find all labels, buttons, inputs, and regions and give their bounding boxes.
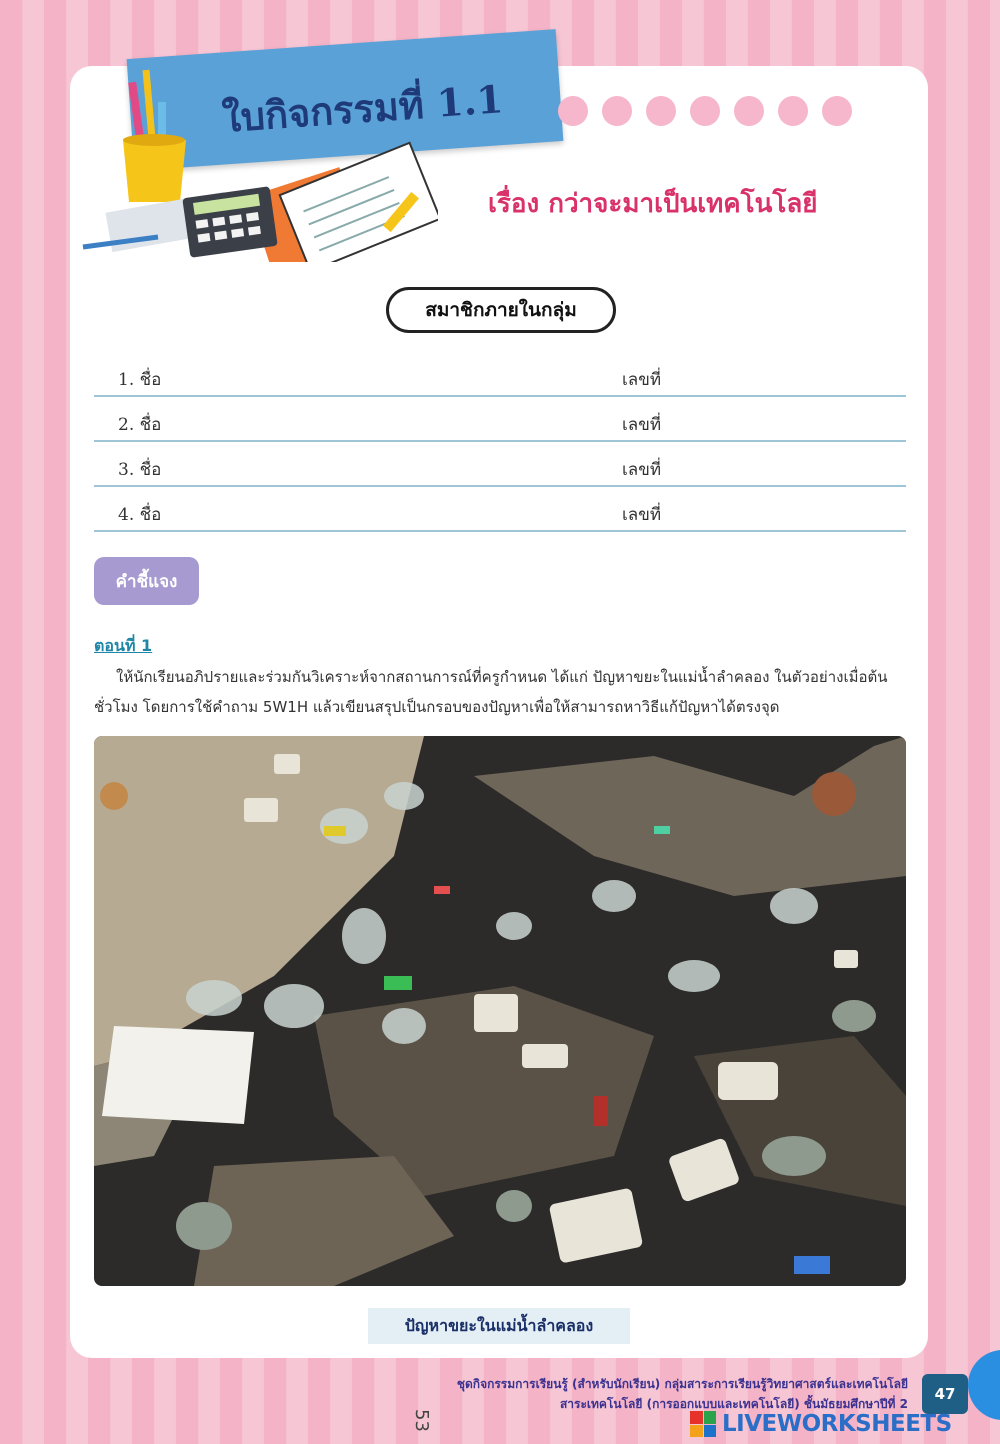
page-number: 47	[922, 1374, 968, 1414]
member-number-label: เลขที่	[622, 505, 662, 525]
worksheet-title: ใบกิจกรรมที่ 1.1	[220, 76, 505, 141]
member-number-label: เลขที่	[622, 370, 662, 390]
member-name-label: 4. ชื่อ	[118, 505, 162, 525]
stationery-illustration	[78, 62, 438, 262]
liveworksheets-watermark	[690, 1408, 1000, 1440]
member-row[interactable]	[94, 352, 906, 397]
member-list	[94, 352, 906, 532]
instructions-text: ให้นักเรียนอภิปรายและร่วมกันวิเคราะห์จากสถานการณ์ที่ครูกำหนด ได้แก่ ปัญหาขยะในแม่น้ำลำคลอง ในตัวอย่างเมื่อต้นชั่วโมง โดยการใช้คำถาม 5W1H แล้วเขียนสรุปเป็นกรอบของปัญหาเพื่อให้สามารถหาวิธีแก้ปัญหาได้ตรงจุด	[94, 668, 888, 716]
member-name-label: 3. ชื่อ	[118, 460, 162, 480]
member-number-label: เลขที่	[622, 460, 662, 480]
member-name-label: 2. ชื่อ	[118, 415, 162, 435]
decorative-dots	[558, 96, 852, 126]
member-row[interactable]	[94, 397, 906, 442]
instructions-label: คำชี้แจง	[94, 557, 199, 605]
member-number-label: เลขที่	[622, 415, 662, 435]
footer-line-2: สาระเทคโนโลยี (การออกแบบและเทคโนโลยี) ชั้นมัธยมศึกษาปีที่ 2	[559, 1397, 908, 1411]
photo-caption: ปัญหาขยะในแม่น้ำลำคลอง	[368, 1308, 630, 1344]
footer-line-1: ชุดกิจกรรมการเรียนรู้ (สำหรับนักเรียน) กลุ่มสาระการเรียนรู้วิทยาศาสตร์และเทคโนโลยี	[456, 1377, 908, 1391]
subject-title: เรื่อง กว่าจะมาเป็นเทคโนโลยี	[488, 189, 818, 219]
member-row[interactable]	[94, 442, 906, 487]
member-row[interactable]	[94, 487, 906, 532]
members-heading: สมาชิกภายในกลุ่ม	[386, 287, 616, 333]
watermark-text: LIVEWORKSHEETS	[722, 1411, 952, 1437]
side-page-number: 53	[410, 1409, 432, 1432]
part-heading: ตอนที่ 1	[94, 636, 153, 655]
river-garbage-photo	[94, 736, 906, 1286]
liveworksheets-logo-icon	[690, 1411, 716, 1437]
member-name-label: 1. ชื่อ	[118, 370, 162, 390]
